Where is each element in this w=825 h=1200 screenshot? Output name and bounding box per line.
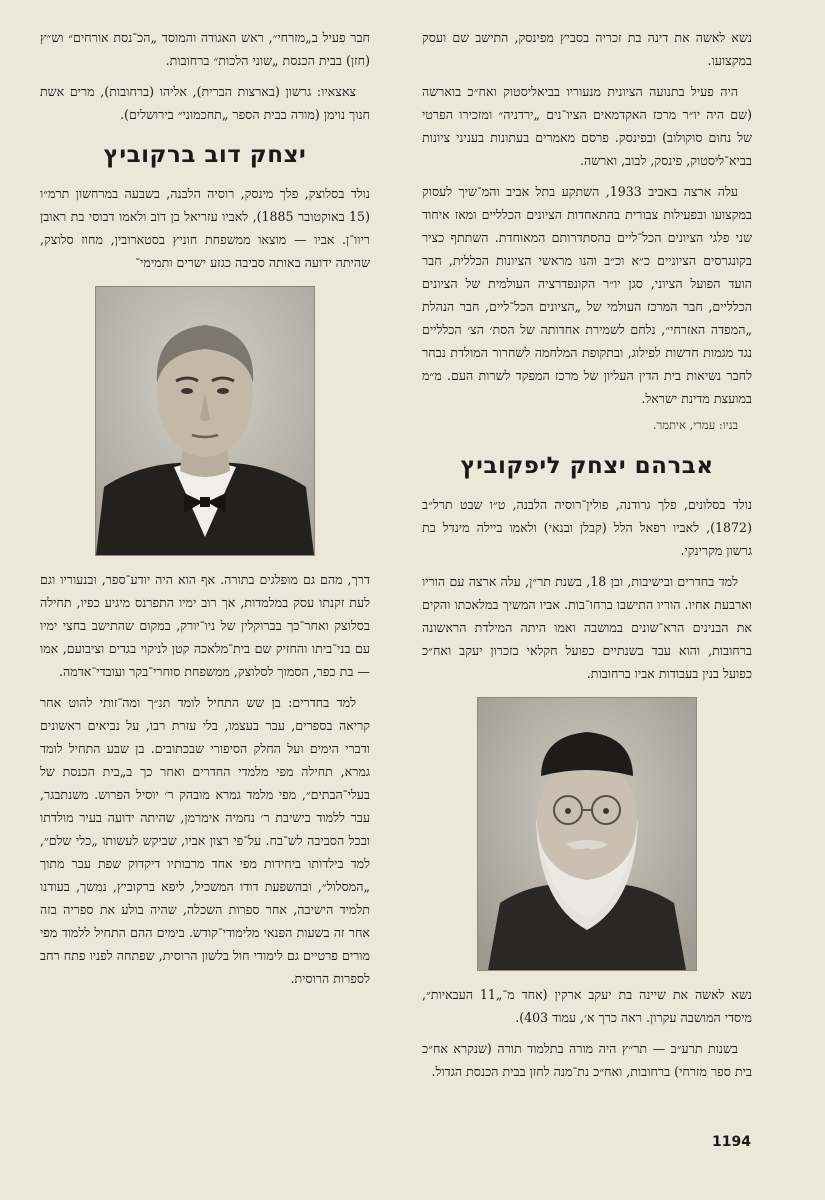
paragraph: נשא לאשה את דינה בת זכריה בסביץ מפינסק, התישב שם ועסק במקצועו.	[422, 30, 752, 68]
paragraph: למד בחדרים: בן שש התחיל לומד תנ״ך ומה־זותי להוט אחר קריאה בספרים, עבר בעצמו, בלי עזרת רבו, על נביאים ראשונים ודברי הימים ועל החלק הסיפורי שבכתובים. בן שבע התחיל לומד גמרא, תחילה מפי מלמדי החדרים ואחר כך ב„בית הכנסת של בעלי־הבתים״, מפי מלמד גמרא מובהק ר׳ יוסיל הפרוש. משנתבגר, עבר ללמוד בישיבת ר׳ נחמיה אימרמן, שהיתה ידועה בעיר מולדתו ובכל הסביבה לש־בח. על־פי רצון אביו, שביקש לעשותו „כלי שלם״, למד בילדותו ביחידות מפי אחד מרבותיו דיקדוק שפת עבר מתוך „המסלול״, ובהשפעת דודו המשכיל, ליפא ברקוביץ, נמשך, בעודנו תלמיד הישיבה, אחר ספרות השכלה, שהיה בולע את ספריה בזה אחר זה בשעות הפנאי מלימודי־קודש. בימים ההם התחיל ללמוד מפי מורים פרטיים גם לימודי חול בלשון הרוסית, שפתחה לפניו פתח רחב לספרות הרוסית.	[40, 695, 370, 986]
paragraph: היה פעיל בתנועה הציונית מנעוריו בביאליסטוק ואח״כ בוארשה (שם היה יו״ר מרכז האקדמאים הציו־נים „ירדניה״ ומזכירו הפרטי של נחום סוקולוב) ובפינסק. פרסם מאמרים בעתונות בעניני ציונות בביא־ליסטוק, פינסק, לבוב, וארשה.	[422, 84, 752, 168]
paragraph: נולד בסלונים, פלך גרודנה, פולין־רוסיה הלבנה, ט״ו שבט תרל״ב (1872), לאביו רפאל הלל (קבלן ובנאי) ולאמו ביילה מינדל בת גרשון מקרינקי.	[422, 497, 752, 558]
left-column	[40, 26, 370, 998]
portrait-photo-berkovitz	[95, 286, 315, 556]
paragraph: למד בחדרים ובישיבות, ובן 18, בשנת תר״ן, עלה ארצה עם הוריו וארבעת אחיו. הוריו התישבו ברחו־בות. אביו המשיך במלאכתו והקים את הבנינים הרא־שונים במושבה ואמו היתה המילדת הראשונה ברחובות, והוא עבד בשנתיים כפועל חקלאי בזכרון יעקב ואח״כ כפועל בנין בעבודות אביו ברחובות.	[422, 574, 752, 681]
paragraph: דרך, מהם גם מופלגים בתורה. אף הוא היה יודע־ספר, ובנעוריו וגם לעת זקנתו עסק במלמדות, אך רוב ימיו התפרנס מיגיע כפיו, תחילה בסלוצק ואחר־כך בברוקלין של ניו־יורק, במקום שהתישב בחצי ימיו עם בני־ביתו והחזיק שם בית־מלאכה קטן לניקוי בגדים וציבועם, אמו — בת כפר, הסמוך לסלוצק, ממשפחת סוחרי־בקר ועובדי־אדמה.	[40, 572, 370, 679]
paragraph: נשא לאשה את שיינה בת יעקב ארקין (אחד מ־„11 העבאיות״, מיסדי המושבה עקרון. ראה כרך א׳, עמוד 403).	[422, 987, 752, 1025]
page-number: 1194	[712, 1134, 751, 1150]
portrait-man-bowtie-image	[96, 287, 314, 555]
portrait-photo-lipkovitz	[477, 697, 697, 971]
portrait-elderly-man-image	[478, 698, 696, 970]
paragraph: צאצאיו: גרשון (בארצות הברית), אליהו (ברחובות), מרים אשת חנוך נוימן (מורה בבית הספר „תחכמוני״ בירושלים).	[40, 84, 370, 122]
entry-heading-lipkovitz: אברהם יצחק ליפקוביץ	[460, 453, 714, 479]
paragraph: נולד בסלוצק, פלך מינסק, רוסיה הלבנה, בשבעה במרחשון תרמ״ו (15 באוקטובר 1885), לאביו עזריאל בן דוב ולאמו דבוסי בת ראובן ריוו־ן. אביו — מוצאו ממשפחת חוניץ בסטארובין, מחוז סלוצק, שהיתה ידועה באותה סביבה כגזע ישרים ותמימי־	[40, 186, 370, 270]
paragraph: בשנות תרע״ב — תר״ץ היה מורה בתלמוד תורה (שנקרא אח״כ בית ספר מזרחי) ברחובות, ואח״כ נת־מנה לחזן בבית הכנסת הגדול.	[422, 1041, 752, 1079]
right-column	[422, 26, 752, 1091]
entry-heading-berkovitz: יצחק דוב ברקוביץ	[103, 142, 307, 168]
paragraph: חבר פעיל ב„מזרחי״, ראש האגודה והמוסד „הכ־נסת אורחים״ וש״ץ (חזן) בבית הכנסת „שוני הלכות״ ברחובות.	[40, 30, 370, 68]
children-note: בניו: עמרי, איתמר.	[652, 418, 738, 432]
paragraph: עלה ארצה באביב 1933, השתקע בתל אביב והמ־שיך לעסוק במקצועו ובפעילות צבורית בהתאחדות הציונים הכלליים ומאז איחוד שני פלגי הציונים הכל־ליים בהסתדרותם המאוחדת. השתתף כציר בקונגרסים הציוניים כ״א וכ״ב והנו מראשי הציונות הכללית, חבר הועד הפועל הציוני, סגן יו״ר הקונפדרציה העולמית של הציונים הכלליים, חבר המרכז העולמי של „הציונים הכל־ליים, חבר הנהלת „המפדה האזרחי״, נלחם לשמירת אחדותה של הסת׳ הצ׳ הכלליים נגד מגמות חדשות לפילוג, ובתקופת המלחמה לשחרור המולדת נבחר לחבר נשיאות בית הדין העליון של מרכז המפקד לשרות העם. מ״מ במועצת מדינת ישראל.	[422, 184, 752, 406]
